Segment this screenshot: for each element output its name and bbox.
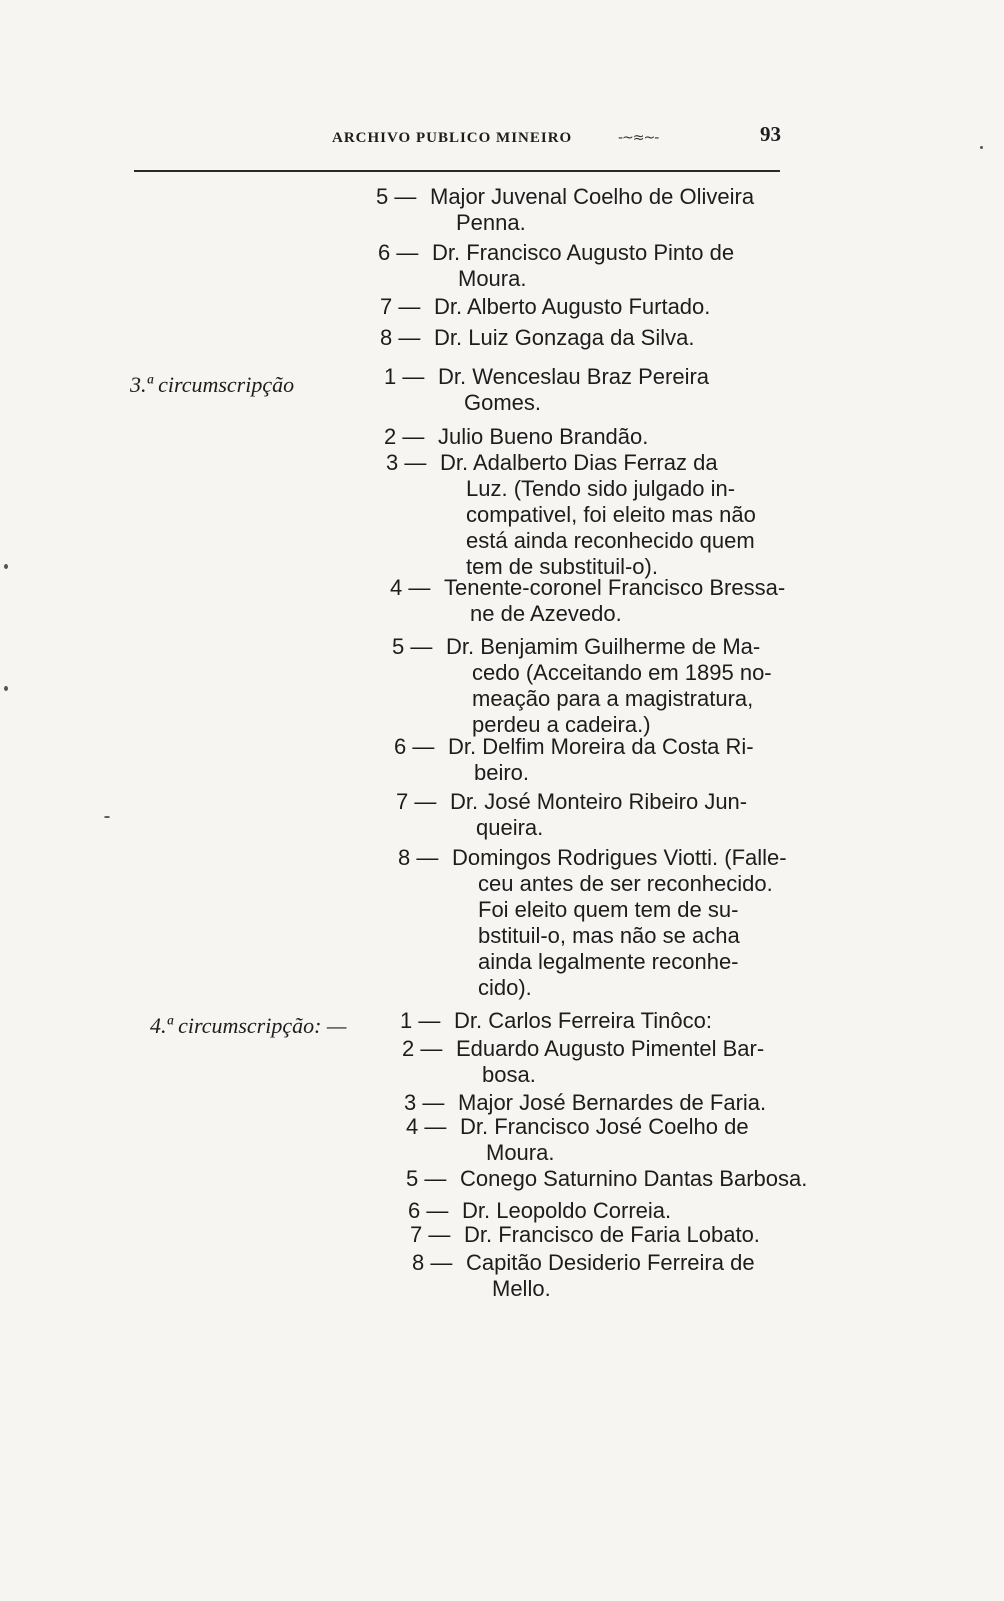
list-item xyxy=(386,450,806,580)
list-item xyxy=(390,575,810,627)
header-rule xyxy=(134,170,780,172)
entry-text xyxy=(432,240,788,292)
entry-first-line: Major Juvenal Coelho de Oliveira xyxy=(430,184,755,209)
entry-number: 1 — xyxy=(384,364,425,389)
entry-continuation-line: Luz. (Tendo sido julgado in- xyxy=(466,476,736,501)
entry-continuation-line: Penna. xyxy=(456,210,526,235)
entry-first-line: Dr. Francisco José Coelho de xyxy=(460,1114,749,1139)
list-item xyxy=(380,294,790,320)
entry-continuation-line: está ainda reconhecido quem xyxy=(466,528,755,553)
entry-first-line: Dr. Leopoldo Correia. xyxy=(462,1198,672,1223)
entry-continuation-line: Moura. xyxy=(458,266,527,291)
entry-number: 8 — xyxy=(380,325,421,350)
list-item xyxy=(384,424,804,450)
scan-speck xyxy=(104,816,110,818)
entry-continuation-line: tem de substituil-o). xyxy=(466,554,658,579)
entry-number: 7 — xyxy=(396,789,437,814)
list-item xyxy=(410,1222,820,1248)
section-4-label: 4.ª circumscripção: — xyxy=(150,1013,347,1038)
list-item xyxy=(406,1114,816,1166)
entry-text xyxy=(456,1036,812,1088)
entry-text xyxy=(438,364,804,416)
entry-text xyxy=(444,575,810,627)
entry-first-line: Dr. Wenceslau Braz Pereira xyxy=(438,364,710,389)
entry-continuation-line: queira. xyxy=(476,815,544,840)
list-item xyxy=(400,1008,810,1034)
list-item xyxy=(380,325,790,351)
entry-number: 4 — xyxy=(406,1114,447,1139)
running-title: ARCHIVO PUBLICO MINEIRO xyxy=(332,130,573,146)
ornament-icon: -~≈~- xyxy=(618,130,659,146)
list-item xyxy=(402,1036,812,1088)
entry-continuation-line: cedo (Acceitando em 1895 no- xyxy=(472,660,772,685)
entry-number: 6 — xyxy=(378,240,419,265)
list-item xyxy=(404,1090,814,1116)
entry-text xyxy=(450,789,816,841)
entry-number: 7 — xyxy=(410,1222,451,1247)
entry-text xyxy=(454,1008,810,1034)
entry-continuation-line: bosa. xyxy=(482,1062,536,1087)
list-item xyxy=(394,734,814,786)
entry-first-line: Dr. Carlos Ferreira Tinôco: xyxy=(454,1008,712,1033)
entry-number: 8 — xyxy=(412,1250,453,1275)
entry-first-line: Dr. Luiz Gonzaga da Silva. xyxy=(434,325,695,350)
entry-first-line: Dr. Delfim Moreira da Costa Ri- xyxy=(448,734,754,759)
entry-number: 8 — xyxy=(398,845,439,870)
entry-first-line: Major José Bernardes de Faria. xyxy=(458,1090,767,1115)
entry-number: 6 — xyxy=(408,1198,449,1223)
entry-first-line: Dr. Francisco Augusto Pinto de xyxy=(432,240,735,265)
entry-first-line: Dr. Benjamim Guilherme de Ma- xyxy=(446,634,761,659)
entry-first-line: Dr. José Monteiro Ribeiro Jun- xyxy=(450,789,748,814)
entry-continuation-line: ceu antes de ser reconhecido. xyxy=(478,871,773,896)
scan-speck xyxy=(4,686,8,691)
entry-number: 1 — xyxy=(400,1008,441,1033)
entry-text xyxy=(430,184,786,236)
entry-text xyxy=(458,1090,814,1116)
list-item xyxy=(378,240,788,292)
list-item xyxy=(392,634,812,738)
entry-continuation-line: Foi eleito quem tem de su- xyxy=(478,897,739,922)
entry-text xyxy=(460,1166,816,1192)
list-item xyxy=(412,1250,822,1302)
entry-continuation-line: perdeu a cadeira.) xyxy=(472,712,651,737)
entry-text xyxy=(464,1222,820,1248)
entry-first-line: Eduardo Augusto Pimentel Bar- xyxy=(456,1036,765,1061)
scan-speck xyxy=(980,146,983,149)
entry-text xyxy=(434,325,790,351)
list-item xyxy=(408,1198,818,1224)
entry-continuation-line: Mello. xyxy=(492,1276,551,1301)
entry-text xyxy=(460,1114,816,1166)
entry-first-line: Dr. Alberto Augusto Furtado. xyxy=(434,294,711,319)
entry-text xyxy=(448,734,814,786)
entry-continuation-line: cido). xyxy=(478,975,532,1000)
entry-continuation-line: compativel, foi eleito mas não xyxy=(466,502,756,527)
entry-first-line: Julio Bueno Brandão. xyxy=(438,424,649,449)
list-item xyxy=(406,1166,816,1192)
scan-speck xyxy=(4,564,8,569)
section-3-label: 3.ª circumscripção xyxy=(130,372,295,397)
entry-text xyxy=(452,845,818,1001)
list-item xyxy=(396,789,816,841)
entry-number: 3 — xyxy=(404,1090,445,1115)
entry-text xyxy=(438,424,804,450)
entry-number: 3 — xyxy=(386,450,427,475)
entry-text xyxy=(434,294,790,320)
entry-first-line: Dr. Francisco de Faria Lobato. xyxy=(464,1222,760,1247)
entry-number: 4 — xyxy=(390,575,431,600)
entry-first-line: Tenente-coronel Francisco Bressa- xyxy=(444,575,786,600)
entry-number: 7 — xyxy=(380,294,421,319)
entry-first-line: Domingos Rodrigues Viotti. (Falle- xyxy=(452,845,787,870)
entry-number: 2 — xyxy=(402,1036,443,1061)
entry-text xyxy=(440,450,806,580)
entry-first-line: Dr. Adalberto Dias Ferraz da xyxy=(440,450,718,475)
list-item xyxy=(398,845,818,1001)
entry-number: 5 — xyxy=(392,634,433,659)
entry-continuation-line: meação para a magistratura, xyxy=(472,686,754,711)
entry-number: 5 — xyxy=(376,184,417,209)
entry-first-line: Conego Saturnino Dantas Barbosa. xyxy=(460,1166,808,1191)
entry-text xyxy=(466,1250,822,1302)
entry-continuation-line: Gomes. xyxy=(464,390,542,415)
list-item xyxy=(376,184,786,236)
page-number: 93 xyxy=(760,122,781,146)
entry-text xyxy=(462,1198,818,1224)
entry-number: 6 — xyxy=(394,734,435,759)
entry-text xyxy=(446,634,812,738)
entry-number: 5 — xyxy=(406,1166,447,1191)
entry-continuation-line: ne de Azevedo. xyxy=(470,601,622,626)
entry-first-line: Capitão Desiderio Ferreira de xyxy=(466,1250,755,1275)
entry-continuation-line: Moura. xyxy=(486,1140,555,1165)
list-item xyxy=(384,364,804,416)
entry-continuation-line: bstituil-o, mas não se acha xyxy=(478,923,740,948)
entry-continuation-line: beiro. xyxy=(474,760,530,785)
entry-continuation-line: ainda legalmente reconhe- xyxy=(478,949,739,974)
entry-number: 2 — xyxy=(384,424,425,449)
